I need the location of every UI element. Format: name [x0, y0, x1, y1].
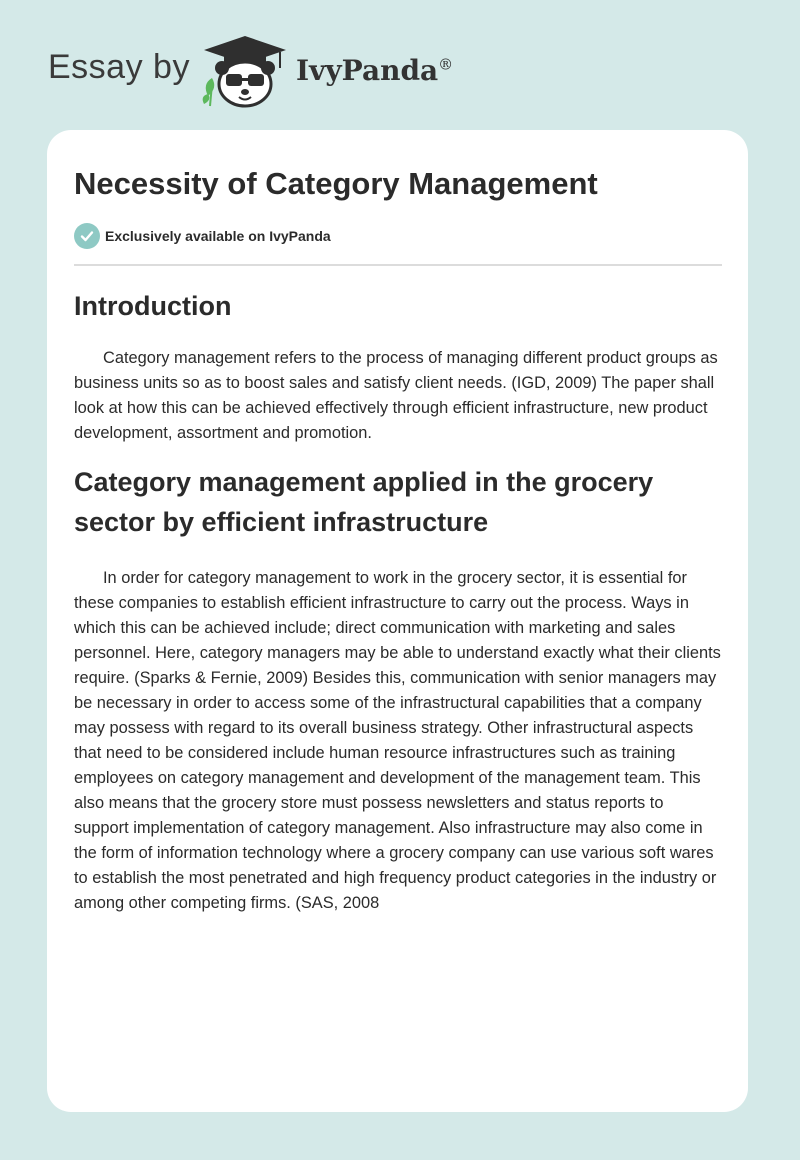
- check-circle-icon: [74, 223, 100, 249]
- essay-by-label: Essay by: [48, 48, 190, 86]
- paragraph-introduction: Category management refers to the process of managing different product groups as business units so as to boost sales and satisfy client needs. (IGD, 2009) The paper shall look at how this can be achieved effectively through efficient infrastructure, new product development, assortment and promotion.: [74, 349, 718, 442]
- article-card: [47, 130, 748, 1112]
- section-heading-introduction: Introduction: [74, 291, 232, 321]
- panda-graduate-icon[interactable]: [200, 34, 290, 108]
- section-heading-infrastructure: Category management applied in the grocery sector by efficient infrastructure: [74, 467, 654, 537]
- registered-mark: ®: [438, 55, 454, 74]
- exclusive-badge: [74, 222, 722, 250]
- brand-name[interactable]: [296, 54, 453, 87]
- badge-text: Exclusively available on IvyPanda: [105, 228, 331, 244]
- paragraph-infrastructure: In order for category management to work in the grocery sector, it is essential for these companies to establish efficient infrastructure to carry out the process. Ways in which this can be achieved include; direct communication with marketing and sales personnel. Here, category managers may be able to understand exactly what their clients require. (Sparks & Fernie, 2009) Besides this, communication with senior managers may be necessary in order to access some of the infrastructural capabilities that a company may possess with regard to its overall business strategy. Other infrastructural aspects that need to be considered include human resource infrastructures such as training employees on category management and development of the management team. This also means that the grocery store must possess newsletters and status reports to support implementation of category management. Also infrastructure may also come in the form of information technology where a grocery company can use various soft wares to establish the most penetrated and high frequency product categories in the industry or among other competing firms. (SAS, 2008: [74, 569, 721, 912]
- brand-name-text: IvyPanda: [296, 54, 439, 87]
- divider: [74, 264, 722, 266]
- site-header: [48, 30, 528, 110]
- page-title: Necessity of Category Management: [74, 166, 598, 201]
